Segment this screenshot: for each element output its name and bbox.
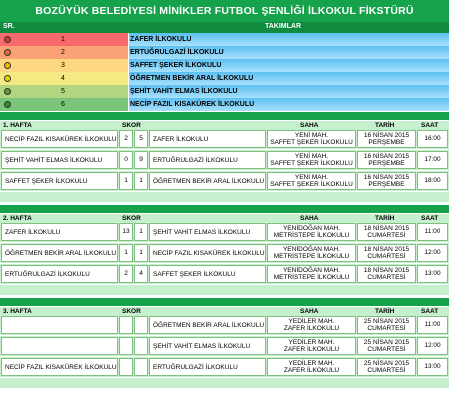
match-cell [357, 358, 416, 376]
match-cell [119, 151, 133, 169]
week-footer [0, 285, 449, 295]
date-line1: 18 NİSAN 2015 [363, 266, 410, 274]
date-header: TARİH [375, 215, 395, 222]
date-line1: 25 NİSAN 2015 [363, 359, 410, 367]
date-header: TARİH [375, 122, 395, 129]
match-cell [119, 358, 133, 376]
field-line1: YENİ MAH. [294, 173, 329, 181]
away-score: 1 [139, 249, 143, 257]
date-line2: PERŞEMBE [368, 181, 405, 188]
match-cell [1, 265, 118, 283]
team-number: 2 [61, 49, 65, 56]
date-line1: 16 NİSAN 2015 [363, 173, 410, 181]
field-line2: SAFFET ŞEKER İLKOKULU [270, 160, 353, 167]
match-time: 11:00 [424, 228, 441, 236]
match-cell [357, 172, 416, 190]
home-team: ÖĞRETMEN BEKİR ARAL İLKOKULU [5, 249, 117, 257]
match-cell [134, 337, 148, 355]
match-cell [1, 244, 118, 262]
match-cell [417, 223, 448, 241]
match-cell [267, 172, 356, 190]
match-cell [149, 244, 266, 262]
match-cell [134, 316, 148, 334]
match-cell [134, 223, 148, 241]
team-row [0, 59, 449, 72]
team-name: ŞEHİT VAHİT ELMAS İLKOKULU [130, 88, 238, 95]
status-light-icon [4, 36, 11, 43]
home-team: ZAFER İLKOKULU [5, 228, 61, 236]
home-team: NECİP FAZIL KISAKÜREK İLKOKULU [5, 135, 117, 143]
match-cell [357, 130, 416, 148]
week-separator [0, 298, 449, 306]
match-cell [119, 223, 133, 241]
match-cell [134, 130, 148, 148]
match-row [0, 171, 449, 191]
match-cell [149, 172, 266, 190]
match-time: 11:00 [424, 321, 441, 329]
match-time: 18:00 [424, 177, 441, 185]
match-time: 13:00 [424, 363, 441, 371]
field-header: SAHA [300, 122, 319, 129]
week-header [0, 120, 449, 129]
score-header: SKOR [122, 215, 141, 222]
away-team: ERTUĞRULGAZİ İLKOKULU [153, 156, 238, 164]
match-cell [149, 130, 266, 148]
week-header [0, 213, 449, 222]
match-cell [134, 244, 148, 262]
match-cell [1, 172, 118, 190]
away-score: 1 [139, 228, 143, 236]
field-line2: ZAFER İLKOKULU [283, 346, 340, 353]
time-header: SAAT [421, 215, 439, 222]
team-row [0, 46, 449, 59]
status-light-icon [4, 101, 11, 108]
team-number: 1 [61, 36, 65, 43]
match-cell [149, 151, 266, 169]
week-header [0, 306, 449, 315]
team-number: 5 [61, 88, 65, 95]
date-line2: CUMARTESİ [367, 253, 406, 260]
time-header: SAAT [421, 308, 439, 315]
match-cell [149, 358, 266, 376]
score-header: SKOR [122, 122, 141, 129]
match-cell [267, 244, 356, 262]
team-name: SAFFET ŞEKER İLKOKULU [130, 62, 222, 69]
date-line2: PERŞEMBE [368, 139, 405, 146]
match-cell [134, 358, 148, 376]
team-row [0, 33, 449, 46]
team-number: 3 [61, 62, 65, 69]
match-cell [267, 130, 356, 148]
match-time: 12:00 [424, 342, 441, 350]
week-separator [0, 112, 449, 120]
match-cell [267, 223, 356, 241]
away-team: ZAFER İLKOKULU [153, 135, 209, 143]
date-line1: 25 NİSAN 2015 [363, 338, 410, 346]
match-time: 12:00 [424, 249, 441, 257]
field-header: SAHA [300, 215, 319, 222]
match-cell [267, 337, 356, 355]
home-team: ERTUĞRULGAZİ İLKOKULU [5, 270, 90, 278]
home-score: 2 [124, 270, 128, 278]
match-cell [119, 130, 133, 148]
match-cell [119, 337, 133, 355]
team-name: ERTUĞRULGAZİ İLKOKULU [130, 49, 224, 56]
sr-header: SR. [3, 23, 15, 30]
week-footer [0, 192, 449, 202]
away-team: SAFFET ŞEKER İLKOKULU [153, 270, 236, 278]
match-cell [149, 316, 266, 334]
field-line2: SAFFET ŞEKER İLKOKULU [270, 139, 353, 146]
match-cell [267, 151, 356, 169]
field-line2: SAFFET ŞEKER İLKOKULU [270, 181, 353, 188]
match-time: 16:00 [424, 135, 441, 143]
team-row [0, 72, 449, 85]
home-team: SAFFET ŞEKER İLKOKULU [5, 177, 88, 185]
match-cell [1, 337, 118, 355]
match-cell [417, 244, 448, 262]
field-line1: YENİDOĞAN MAH. [282, 245, 341, 253]
date-line1: 18 NİSAN 2015 [363, 245, 410, 253]
away-score: 9 [139, 156, 143, 164]
match-cell [267, 316, 356, 334]
team-row [0, 98, 449, 111]
field-line1: YEDİLER MAH. [288, 338, 335, 346]
match-row [0, 243, 449, 263]
home-score: 13 [122, 228, 130, 236]
home-score: 1 [124, 177, 128, 185]
match-cell [1, 151, 118, 169]
week-separator [0, 205, 449, 213]
team-name: ÖĞRETMEN BEKİR ARAL İLKOKULU [130, 75, 254, 82]
home-team: ŞEHİT VAHİT ELMAS İLKOKULU [5, 156, 103, 164]
match-cell [357, 244, 416, 262]
date-line2: CUMARTESİ [367, 232, 406, 239]
match-time: 13:00 [424, 270, 441, 278]
away-team: ŞEHİT VAHİT ELMAS İLKOKULU [153, 228, 251, 236]
match-cell [417, 130, 448, 148]
score-header: SKOR [122, 308, 141, 315]
away-score: 1 [139, 177, 143, 185]
match-row [0, 150, 449, 170]
away-score: 5 [139, 135, 143, 143]
away-team: ERTUĞRULGAZİ İLKOKULU [153, 363, 238, 371]
status-light-icon [4, 75, 11, 82]
field-line1: YEDİLER MAH. [288, 359, 335, 367]
field-line2: ZAFER İLKOKULU [283, 325, 340, 332]
date-header: TARİH [375, 308, 395, 315]
home-score: 1 [124, 249, 128, 257]
teams-header [0, 22, 449, 33]
status-light-icon [4, 88, 11, 95]
match-cell [134, 172, 148, 190]
match-row [0, 129, 449, 149]
match-row [0, 336, 449, 356]
match-cell [1, 316, 118, 334]
date-line1: 16 NİSAN 2015 [363, 152, 410, 160]
match-cell [1, 358, 118, 376]
field-line1: YEDİLER MAH. [288, 317, 335, 325]
match-cell [119, 244, 133, 262]
match-cell [134, 151, 148, 169]
match-cell [417, 337, 448, 355]
match-cell [267, 358, 356, 376]
match-cell [119, 265, 133, 283]
sheet-title: BOZÜYÜK BELEDİYESİ MİNİKLER FUTBOL ŞENLİĞİ İLKOKUL FİKSTÜRÜ [0, 0, 449, 22]
match-row [0, 315, 449, 335]
week-label: 3. HAFTA [3, 308, 32, 315]
date-line2: CUMARTESİ [367, 346, 406, 353]
field-line1: YENİDOĞAN MAH. [282, 266, 341, 274]
match-row [0, 264, 449, 284]
field-line2: ZAFER İLKOKULU [283, 367, 340, 374]
date-line2: PERŞEMBE [368, 160, 405, 167]
match-cell [417, 316, 448, 334]
away-team: ŞEHİT VAHİT ELMAS İLKOKULU [153, 342, 251, 350]
away-team: ÖĞRETMEN BEKİR ARAL İLKOKULU [153, 177, 265, 185]
team-name: NECİP FAZIL KISAKÜREK İLKOKULU [130, 101, 255, 108]
match-cell [357, 223, 416, 241]
match-time: 17:00 [424, 156, 441, 164]
status-light-icon [4, 62, 11, 69]
match-cell [417, 265, 448, 283]
match-cell [357, 151, 416, 169]
away-team: ÖĞRETMEN BEKİR ARAL İLKOKULU [153, 321, 265, 329]
match-cell [119, 316, 133, 334]
match-cell [149, 265, 266, 283]
match-cell [134, 265, 148, 283]
match-row [0, 222, 449, 242]
field-line2: METRİSTEPE İLKOKULU [273, 274, 350, 281]
match-cell [357, 316, 416, 334]
match-cell [417, 151, 448, 169]
match-cell [357, 337, 416, 355]
team-row [0, 85, 449, 98]
field-header: SAHA [300, 308, 319, 315]
match-row [0, 357, 449, 377]
teams-column-header: TAKIMLAR [265, 23, 302, 30]
match-cell [149, 223, 266, 241]
date-line2: CUMARTESİ [367, 325, 406, 332]
match-cell [149, 337, 266, 355]
match-cell [119, 172, 133, 190]
week-footer [0, 378, 449, 388]
field-line1: YENİ MAH. [294, 131, 329, 139]
week-label: 1. HAFTA [3, 122, 32, 129]
home-score: 2 [124, 135, 128, 143]
home-team: NECİP FAZIL KISAKÜREK İLKOKULU [5, 363, 117, 371]
date-line1: 25 NİSAN 2015 [363, 317, 410, 325]
date-line2: CUMARTESİ [367, 274, 406, 281]
date-line2: CUMARTESİ [367, 367, 406, 374]
team-number: 4 [61, 75, 65, 82]
match-cell [417, 358, 448, 376]
match-cell [1, 130, 118, 148]
field-line2: METRİSTEPE İLKOKULU [273, 232, 350, 239]
time-header: SAAT [421, 122, 439, 129]
match-cell [267, 265, 356, 283]
match-cell [357, 265, 416, 283]
field-line1: YENİDOĞAN MAH. [282, 224, 341, 232]
status-light-icon [4, 49, 11, 56]
field-line1: YENİ MAH. [294, 152, 329, 160]
field-line2: METRİSTEPE İLKOKULU [273, 253, 350, 260]
week-label: 2. HAFTA [3, 215, 32, 222]
date-line1: 16 NİSAN 2015 [363, 131, 410, 139]
match-cell [1, 223, 118, 241]
home-score: 0 [124, 156, 128, 164]
date-line1: 18 NİSAN 2015 [363, 224, 410, 232]
team-number: 6 [61, 101, 65, 108]
team-name: ZAFER İLKOKULU [130, 36, 192, 43]
away-team: NECİP FAZIL KISAKÜREK İLKOKULU [153, 249, 265, 257]
match-cell [417, 172, 448, 190]
away-score: 4 [139, 270, 143, 278]
